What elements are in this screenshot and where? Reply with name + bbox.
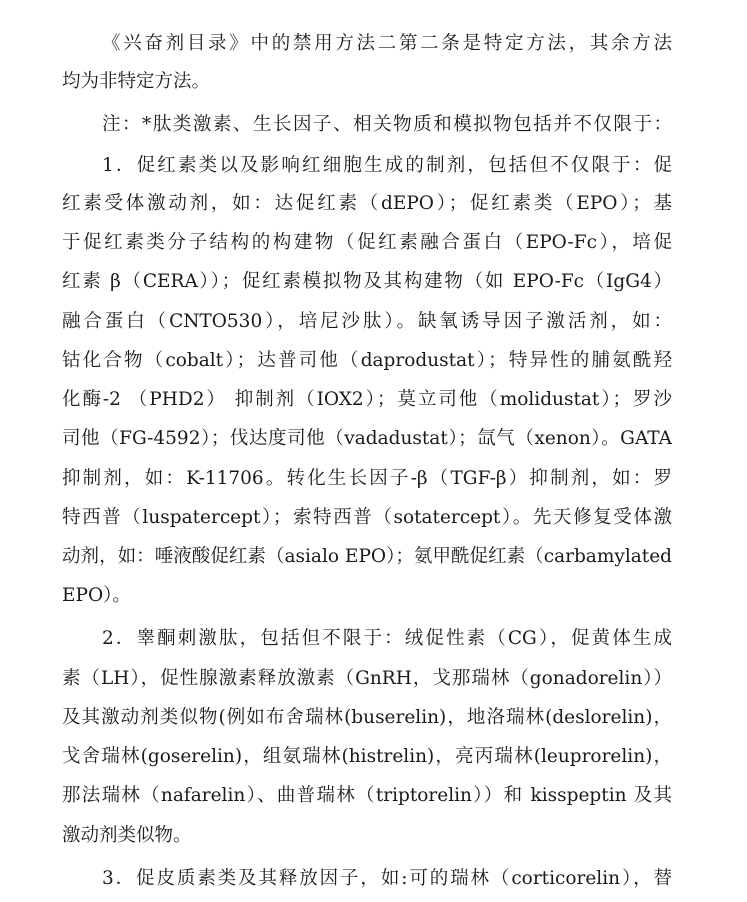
text-line: 融合蛋白（CNTO530），培尼沙肽）。缺氧诱导因子激活剂，如： [62, 311, 672, 332]
text-line: 及其激动剂类似物(例如布舍瑞林(buserelin)，地洛瑞林(deslorelin)， [62, 707, 672, 728]
text-line: 激动剂类似物。 [62, 825, 192, 846]
text-line: EPO）。 [62, 585, 131, 606]
text-line: 素（LH），促性腺激素释放激素（GnRH，戈那瑞林（gonadorelin）） [62, 668, 672, 689]
text-line: 动剂，如：唾液酸促红素（asialo EPO）；氨甲酰促红素（carbamylated [62, 546, 672, 567]
text-line: 2．睾酮刺激肽，包括但不限于：绒促性素（CG），促黄体生成 [102, 628, 672, 649]
text-line: 3．促皮质素类及其释放因子，如:可的瑞林（corticorelin），替 [102, 868, 672, 889]
text-line: 红素 β（CERA））；促红素模拟物及其构建物（如 EPO-Fc（IgG4） [62, 271, 672, 292]
text-line: 注：*肽类激素、生长因子、相关物质和模拟物包括并不仅限于： [102, 114, 672, 135]
text-line: 那法瑞林（nafarelin）、曲普瑞林（triptorelin））和 kisspeptin 及其 [62, 785, 672, 806]
text-line: 化酶-2 （PHD2） 抑制剂（IOX2）；莫立司他（molidustat）；罗沙 [62, 389, 672, 410]
text-line: 特西普（luspatercept）；索特西普（sotatercept）。先天修复受体激 [62, 507, 672, 528]
text-line: 抑制剂，如：K-11706。转化生长因子-β（TGF-β）抑制剂，如：罗 [62, 468, 672, 489]
text-line: 1．促红素类以及影响红细胞生成的制剂，包括但不仅限于：促 [102, 155, 672, 176]
text-line: 于促红素类分子结构的构建物（促红素融合蛋白（EPO-Fc），培促 [62, 232, 672, 253]
text-line: 戈舍瑞林(goserelin)，组氨瑞林(histrelin)，亮丙瑞林(leuprorelin)， [62, 746, 672, 767]
text-line: 《兴奋剂目录》中的禁用方法二第二条是特定方法，其余方法 [102, 33, 672, 54]
text-line: 司他（FG-4592）；伐达度司他（vadadustat）；氙气（xenon）。GATA [62, 428, 672, 449]
text-line: 均为非特定方法。 [62, 71, 211, 92]
text-line: 红素受体激动剂，如：达促红素（dEPO）；促红素类（EPO）；基 [62, 193, 672, 214]
text-line: 钴化合物（cobalt）；达普司他（daprodustat）；特异性的脯氨酰羟 [62, 350, 672, 371]
